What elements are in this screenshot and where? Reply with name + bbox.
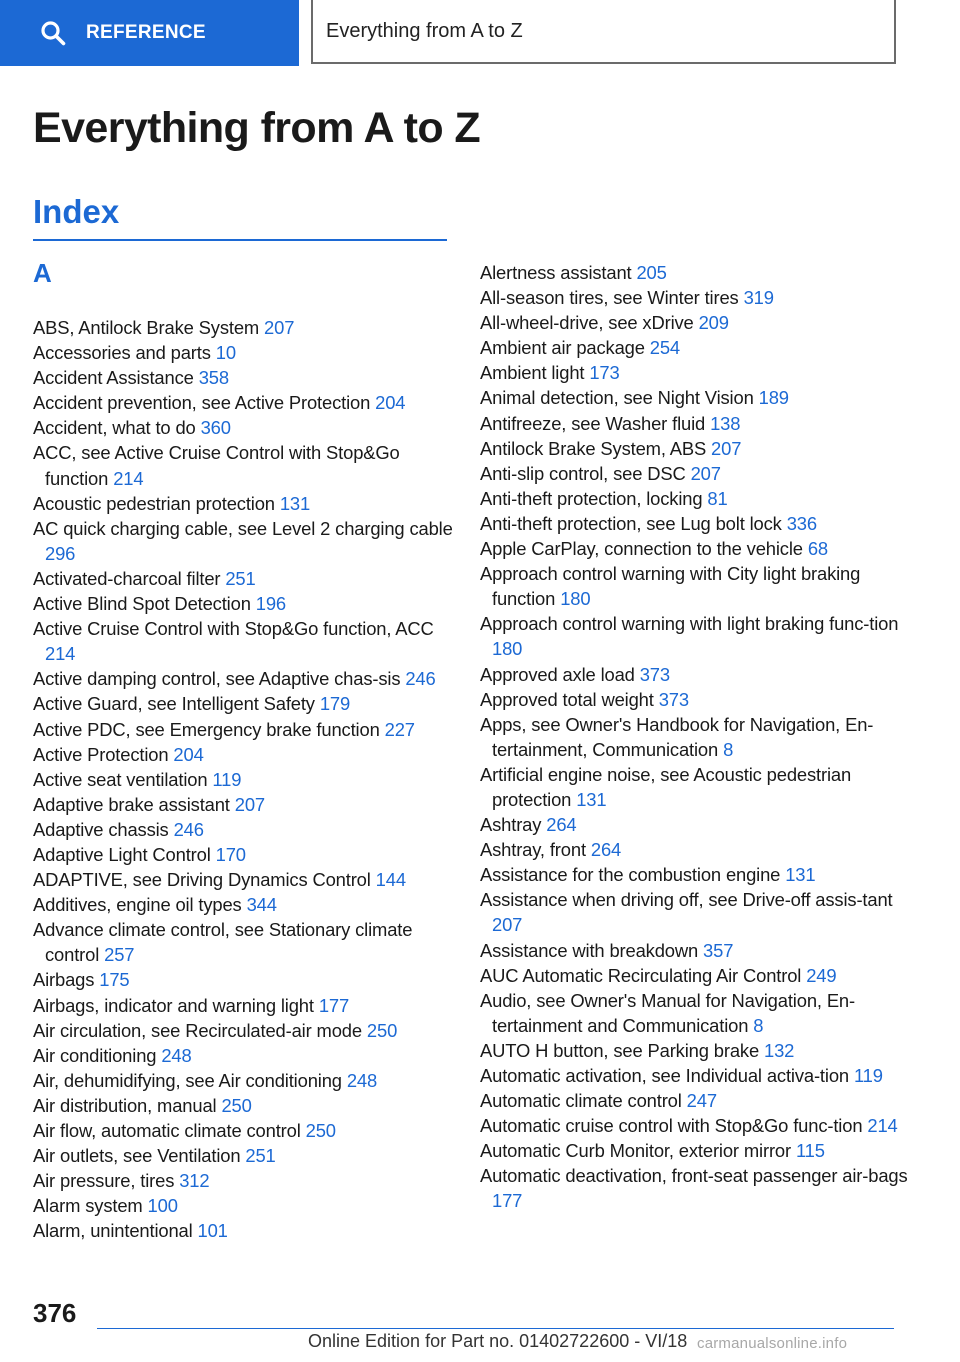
index-entry-text: Automatic deactivation, front-seat passenger air‐bags [480,1165,908,1187]
page-link[interactable]: 257 [104,944,135,966]
index-entry [33,1093,453,1118]
index-entry-text: Adaptive chassis [33,818,169,840]
index-entry [480,411,910,436]
index-entry [33,767,453,792]
page-link[interactable]: 180 [492,638,523,660]
index-entry-text: ABS, Antilock Brake System [33,317,260,338]
page-link[interactable]: 250 [366,1019,398,1041]
index-entry [33,1018,453,1043]
index-entry-text: ACC, see Active Cruise Control with Stop&Go function [33,442,400,489]
index-entry [480,762,910,812]
index-entry-text: ADAPTIVE, see Driving Dynamics Control [33,869,371,891]
index-entry-text: Active Cruise Control with Stop&Go function, ACC [33,618,434,640]
index-entry [480,1113,910,1138]
index-entry-text: Accessories and parts [33,342,211,364]
edition-text: Online Edition for Part no. 01402722600 - VI/18 [308,1331,688,1351]
index-entry-text: Apple CarPlay, connection to the vehicle [480,538,803,560]
index-entry-text: Air circulation, see Recirculated-air mode [33,1019,362,1041]
index-entry [33,1143,453,1168]
index-entry [33,1218,453,1243]
page-link[interactable]: 360 [200,417,231,439]
index-entry [480,812,910,837]
index-entry-text: Approved total weight [480,688,654,710]
page-link[interactable]: 312 [179,1170,210,1192]
index-entry [480,1088,910,1113]
page-number: 376 [33,1298,77,1328]
index-entry [33,917,453,967]
index-entry [33,967,453,992]
page-link[interactable]: 205 [636,262,667,283]
page-link[interactable]: 207 [492,914,523,936]
index-entry-text: Accident Assistance [33,367,194,389]
page-link[interactable]: 214 [45,643,76,665]
index-entry [33,666,453,691]
index-entry [33,993,453,1018]
section-title: Index [33,193,120,230]
index-entry [480,1063,910,1088]
page-link[interactable]: 177 [492,1190,523,1212]
index-entry [480,360,910,385]
index-entry-text: All-season tires, see Winter tires [480,287,739,309]
page-title: Everything from A to Z [33,104,481,152]
page-link[interactable]: 251 [225,567,256,589]
watermark: carmanualsonline.info [697,1335,848,1352]
index-entry-text: Active PDC, see Emergency brake function [33,718,380,740]
search-icon [40,20,66,46]
index-letter-heading: A [33,258,52,288]
index-entry-text: Air distribution, manual [33,1094,217,1116]
index-entry-text: Accident prevention, see Active Protection [33,392,371,414]
index-entry-text: Additives, engine oil types [33,894,242,916]
page-link[interactable]: 250 [221,1094,252,1116]
page-link[interactable]: 8 [753,1014,764,1036]
page-link[interactable]: 144 [375,869,406,891]
index-column-left [33,315,453,1243]
index-entry-text: Air outlets, see Ventilation [33,1145,241,1167]
page-link[interactable]: 336 [786,512,817,534]
index-entry-text: Accident, what to do [33,417,196,439]
index-entry-text: Assistance when driving off, see Drive-off assis‐tant [480,889,893,911]
index-entry-text: Active damping control, see Adaptive chas‐sis [33,668,401,690]
page-link[interactable]: 246 [405,668,436,690]
index-entry-text: Alertness assistant [480,262,632,283]
index-entry-text: Ashtray, front [480,839,586,861]
index-entry-text: All-wheel-drive, see xDrive [480,312,694,334]
index-entry-text: Artificial engine noise, see Acoustic pedestrian protection [480,763,852,810]
index-entry [480,938,910,963]
page-link[interactable]: 204 [375,392,406,414]
index-entry-text: Approach control warning with City light braking function [480,563,861,610]
index-entry [33,892,453,917]
page-link[interactable]: 81 [707,487,728,509]
index-entry [33,365,453,390]
page-link[interactable]: 254 [649,337,681,359]
page-link[interactable]: 248 [161,1044,192,1066]
page-link[interactable]: 131 [576,788,607,810]
index-entry [480,862,910,887]
page-link[interactable]: 373 [639,663,670,685]
page-link[interactable]: 214 [867,1115,898,1137]
index-entry [33,691,453,716]
index-entry [33,1193,453,1218]
index-entry [480,662,910,687]
index-entry-text: Approach control warning with light braking func‐tion [480,613,899,635]
index-entry [480,536,910,561]
page-link[interactable]: 248 [346,1069,378,1091]
index-entry-text: Airbags, indicator and warning light [33,994,314,1016]
index-entry [480,561,910,611]
index-entry [33,1168,453,1193]
index-entry-text: Anti-theft protection, locking [480,487,703,509]
index-entry-text: Antifreeze, see Washer fluid [480,412,706,434]
index-entry [33,315,453,340]
index-entry-text: AUTO H button, see Parking brake [480,1039,760,1061]
index-entry-text: Audio, see Owner's Manual for Navigation, En‐tertainment and Communication [480,989,855,1036]
index-entry [480,461,910,486]
index-entry-text: Air conditioning [33,1044,157,1066]
page-link[interactable]: 207 [264,317,295,338]
page-link[interactable]: 207 [690,462,721,484]
page-link[interactable]: 180 [560,588,591,610]
index-entry-text: AUC Automatic Recirculating Air Control [480,964,802,986]
page-link[interactable]: 131 [785,864,816,886]
page-link[interactable]: 204 [173,743,204,765]
index-entry [33,390,453,415]
index-entry-text: Adaptive brake assistant [33,793,230,815]
page-link[interactable]: 319 [743,287,774,309]
index-entry-text: Ambient light [480,362,585,384]
page-link[interactable]: 249 [806,964,837,986]
index-entry [33,1118,453,1143]
index-entry-text: Airbags [33,969,95,991]
index-entry-text: Active seat ventilation [33,768,208,790]
page-link[interactable]: 357 [703,939,734,961]
page-link[interactable]: 251 [245,1145,276,1167]
index-entry [480,963,910,988]
page-link[interactable]: 207 [711,437,742,459]
index-entry [480,1163,910,1213]
index-entry-text: Assistance with breakdown [480,939,699,961]
section-divider [33,239,447,241]
index-entry [480,511,910,536]
index-entry [33,717,453,742]
index-entry [480,712,910,762]
page-link[interactable]: 196 [255,593,286,615]
reference-tab-label: REFERENCE [86,22,206,43]
index-entry [480,285,910,310]
index-entry-text: Ashtray [480,814,542,836]
index-entry-text: Alarm, unintentional [33,1220,193,1242]
index-entry-text: Active Protection [33,743,169,765]
page-link[interactable]: 247 [686,1090,717,1112]
page-link[interactable]: 115 [795,1140,825,1162]
page-link[interactable]: 170 [215,843,246,865]
index-entry [33,340,453,365]
index-entry-text: Anti-theft protection, see Lug bolt lock [480,512,782,534]
index-entry [480,486,910,511]
index-entry [33,516,453,566]
index-entry-text: Acoustic pedestrian protection [33,492,275,514]
index-entry-text: Automatic activation, see Individual activa‐tion [480,1065,849,1086]
index-entry-text: AC quick charging cable, see Level 2 charging cable [33,517,453,539]
index-entry [33,1043,453,1068]
page-link[interactable]: 296 [45,542,76,564]
index-entry [33,591,453,616]
index-entry-text: Apps, see Owner's Handbook for Navigation, En‐tertainment, Communication [480,713,874,760]
page-link[interactable]: 173 [589,362,620,384]
page-link[interactable]: 209 [698,312,729,334]
page-link[interactable]: 179 [319,693,351,715]
page-link[interactable]: 8 [723,738,734,760]
index-entry [33,491,453,516]
index-entry [480,988,910,1038]
index-entry [480,310,910,335]
page-link[interactable]: 373 [658,688,689,710]
index-entry-text: Assistance for the combustion engine [480,864,781,886]
index-entry [480,385,910,410]
index-entry [33,842,453,867]
index-entry [480,687,910,712]
page-link[interactable]: 68 [807,538,828,560]
page-link[interactable]: 175 [99,969,130,991]
index-entry [480,611,910,661]
page-link[interactable]: 132 [764,1039,795,1061]
page-link[interactable]: 264 [546,814,577,836]
index-entry [33,566,453,591]
index-entry [33,415,453,440]
index-entry-text: Air pressure, tires [33,1170,175,1192]
page-link[interactable]: 250 [305,1120,336,1141]
index-entry [33,440,453,490]
page-link[interactable]: 358 [198,367,229,389]
index-entry-text: Ambient air package [480,337,645,359]
index-entry-text: Active Blind Spot Detection [33,593,251,615]
page-link[interactable]: 189 [758,387,789,409]
index-entry-text: Automatic Curb Monitor, exterior mirror [480,1140,791,1162]
index-entry [33,742,453,767]
chapter-title-tab [311,0,896,64]
index-entry-text: Air, dehumidifying, see Air conditioning [33,1069,342,1091]
index-entry-text: Activated-charcoal filter [33,567,221,589]
index-entry-text: Anti-slip control, see DSC [480,462,686,484]
index-entry-text: Automatic climate control [480,1090,682,1112]
page-link[interactable]: 131 [279,492,311,514]
index-entry [33,867,453,892]
page-link[interactable]: 264 [590,839,622,861]
page-link[interactable]: 101 [197,1220,228,1242]
reference-tab[interactable] [0,0,299,66]
page-link[interactable]: 119 [212,768,242,790]
page-link[interactable]: 214 [113,467,144,489]
index-entry-text: Approved axle load [480,663,635,685]
index-entry-text: Active Guard, see Intelligent Safety [33,693,315,715]
index-entry [480,1038,910,1063]
page-link[interactable]: 207 [234,793,265,815]
index-entry [33,792,453,817]
page-link[interactable]: 227 [384,718,415,740]
index-entry [480,837,910,862]
index-entry [33,1068,453,1093]
page-link[interactable]: 246 [173,818,204,840]
index-entry [480,260,910,285]
page-link[interactable]: 138 [710,412,741,434]
index-entry [480,1138,910,1163]
chapter-title: Everything from A to Z [326,19,523,42]
index-entry-text: Adaptive Light Control [33,843,211,865]
index-entry [480,887,910,937]
page-link[interactable]: 119 [853,1065,883,1086]
index-entry [480,436,910,461]
index-column-right [480,260,910,1214]
index-entry-text: Animal detection, see Night Vision [480,387,754,409]
page-link[interactable]: 10 [215,342,236,364]
index-entry [480,335,910,360]
index-entry-text: Advance climate control, see Stationary climate control [33,919,413,966]
page-link[interactable]: 177 [318,994,350,1016]
footer-divider [97,1328,894,1329]
page-link[interactable]: 100 [147,1195,178,1217]
index-entry-text: Alarm system [33,1195,143,1217]
page-link[interactable]: 344 [246,894,277,916]
index-entry-text: Automatic cruise control with Stop&Go func‐tion [480,1115,863,1137]
index-entry [33,817,453,842]
index-entry-text: Air flow, automatic climate control [33,1120,301,1141]
index-entry-text: Antilock Brake System, ABS [480,437,707,459]
index-entry [33,616,453,666]
